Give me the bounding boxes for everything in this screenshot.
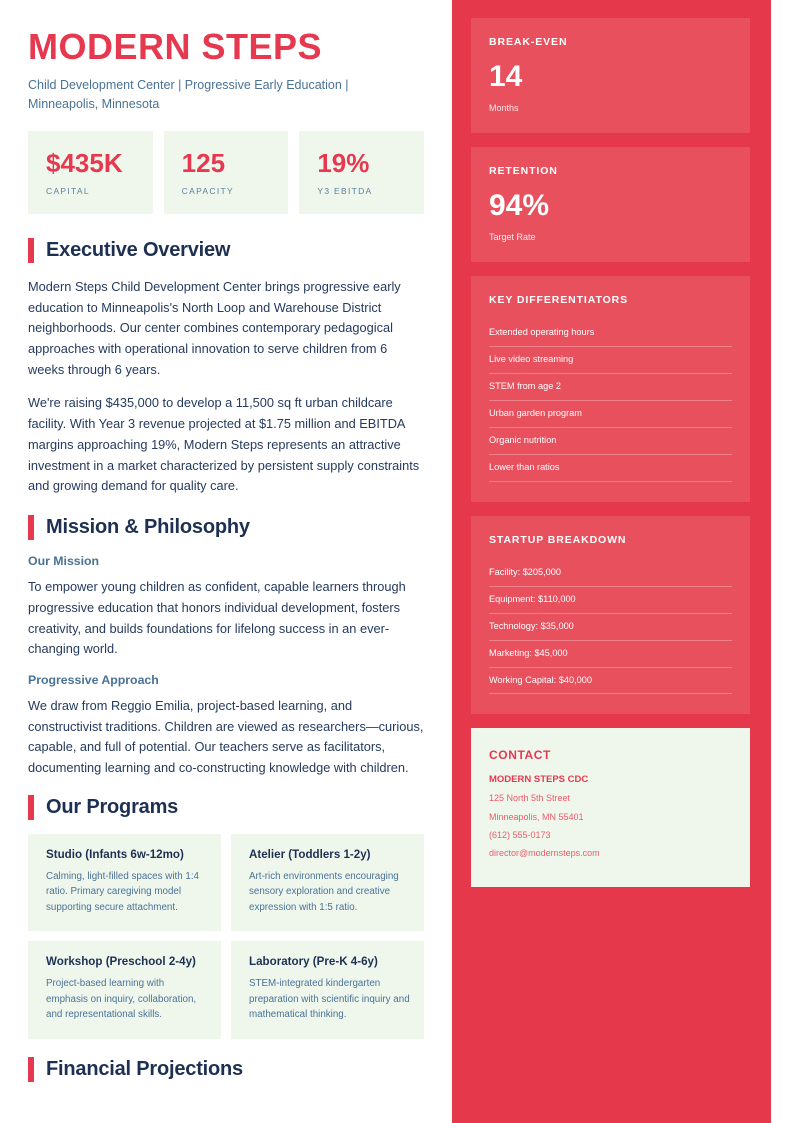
list-item: Marketing: $45,000: [489, 641, 732, 668]
sidebar-card-retention: [471, 147, 750, 262]
sidebar-card-startup-breakdown: [471, 516, 750, 715]
stat-label: Y3 EBITDA: [317, 185, 373, 196]
sidebar-card-key-differentiators: [471, 276, 750, 502]
list-item: STEM from age 2: [489, 374, 732, 401]
page-subtitle: Child Development Center | Progressive Early Education | Minneapolis, Minnesota: [28, 77, 349, 111]
section-title: Mission & Philosophy: [46, 516, 250, 539]
section-title: Executive Overview: [46, 238, 231, 261]
program-description: Project-based learning with emphasis on inquiry, collaboration, and representational skills.: [46, 978, 197, 1021]
accent-bar-icon: [28, 1057, 34, 1082]
list-item: Lower than ratios: [489, 455, 732, 482]
list-item: Urban garden program: [489, 401, 732, 428]
stat-card-y3-ebitda: [299, 131, 424, 214]
section-header-executive-overview: [28, 238, 424, 263]
list-item: Organic nutrition: [489, 428, 732, 455]
contact-city: Minneapolis, MN 55401: [489, 811, 584, 822]
accent-bar-icon: [28, 795, 34, 820]
section-header-financial-projections: [28, 1057, 424, 1082]
card-value: 14: [489, 60, 523, 93]
section-title: Our Programs: [46, 795, 179, 818]
paragraph: Modern Steps Child Development Center brings progressive early education to Minneapolis's North Loop and Warehouse District neighborhoods. Our center combines contemporary pedagogical approaches with operational innovation to serve children from 6 weeks through 6 years.: [28, 278, 401, 377]
startup-breakdown-list: [489, 560, 732, 695]
stat-value: 19%: [317, 148, 370, 179]
stat-label: CAPACITY: [181, 185, 234, 196]
stat-value: 125: [181, 148, 226, 179]
subsection-title-progressive-approach: Progressive Approach: [28, 672, 159, 687]
accent-bar-icon: [28, 238, 34, 263]
program-name: Atelier (Toddlers 1-2y): [249, 847, 371, 861]
contact-email[interactable]: director@modernsteps.com: [489, 847, 600, 858]
program-description: Art-rich environments encouraging sensory exploration and creative expression with 1:5 ratio.: [249, 870, 399, 913]
section-header-mission-philosophy: [28, 515, 424, 540]
program-description: Calming, light-filled spaces with 1:4 ratio. Primary caregiving model supporting secure attachment.: [46, 870, 200, 913]
card-kicker: RETENTION: [489, 165, 558, 177]
sidebar-column: [452, 0, 771, 1123]
paragraph: We're raising $435,000 to develop a 11,500 sq ft urban childcare facility. With Year 3 revenue projected at $1.75 million and EBITDA margins approaching 19%, Modern Steps represents an attractive investment in a market characterized by persistent supply constraints and growing demand for quality care.: [28, 395, 420, 494]
card-caption: Months: [489, 103, 519, 113]
key-stats-row: [28, 131, 424, 214]
stat-card-capital: [28, 131, 153, 214]
program-name: Studio (Infants 6w-12mo): [46, 847, 184, 861]
list-item: Equipment: $110,000: [489, 587, 732, 614]
card-caption: Target Rate: [489, 232, 536, 242]
sidebar-card-break-even: [471, 18, 750, 133]
card-kicker: KEY DIFFERENTIATORS: [489, 294, 629, 306]
stat-value: $435K: [46, 148, 123, 179]
card-kicker: CONTACT: [489, 748, 551, 763]
list-item: Technology: $35,000: [489, 614, 732, 641]
paragraph: We draw from Reggio Emilia, project-based learning, and constructivist traditions. Children are viewed as researchers—curious, capable, and full of potential. Our teachers serve as facilitators, documenting learning and co-constructing knowledge with children.: [28, 697, 424, 776]
program-card: [28, 834, 221, 931]
programs-grid: [28, 834, 424, 1039]
program-description: STEM-integrated kindergarten preparation with scientific inquiry and mathematical thinking.: [249, 978, 410, 1021]
page-title: MODERN STEPS: [28, 26, 323, 67]
list-item: Facility: $205,000: [489, 560, 732, 587]
list-item: Extended operating hours: [489, 320, 732, 347]
program-card: [231, 941, 424, 1038]
program-name: Workshop (Preschool 2-4y): [46, 955, 196, 969]
subsection-title-our-mission: Our Mission: [28, 554, 100, 569]
contact-street: 125 North 5th Street: [489, 793, 571, 804]
sidebar-card-contact: [471, 728, 750, 887]
section-title: Financial Projections: [46, 1057, 243, 1080]
stat-card-capacity: [164, 131, 289, 214]
section-header-our-programs: [28, 795, 424, 820]
differentiators-list: [489, 320, 732, 482]
program-name: Laboratory (Pre-K 4-6y): [249, 955, 378, 969]
contact-org-name: MODERN STEPS CDC: [489, 774, 589, 786]
program-card: [231, 834, 424, 931]
paragraph: To empower young children as confident, capable learners through progressive education that honors individual development, fosters creativity, and builds foundations for lifelong success in an ever-changing world.: [28, 579, 406, 657]
list-item: Live video streaming: [489, 347, 732, 374]
stat-label: CAPITAL: [46, 185, 90, 196]
accent-bar-icon: [28, 515, 34, 540]
card-value: 94%: [489, 189, 550, 222]
program-card: [28, 941, 221, 1038]
card-kicker: BREAK-EVEN: [489, 36, 568, 48]
card-kicker: STARTUP BREAKDOWN: [489, 533, 627, 546]
list-item: Working Capital: $40,000: [489, 668, 732, 695]
contact-phone[interactable]: (612) 555-0173: [489, 829, 551, 840]
